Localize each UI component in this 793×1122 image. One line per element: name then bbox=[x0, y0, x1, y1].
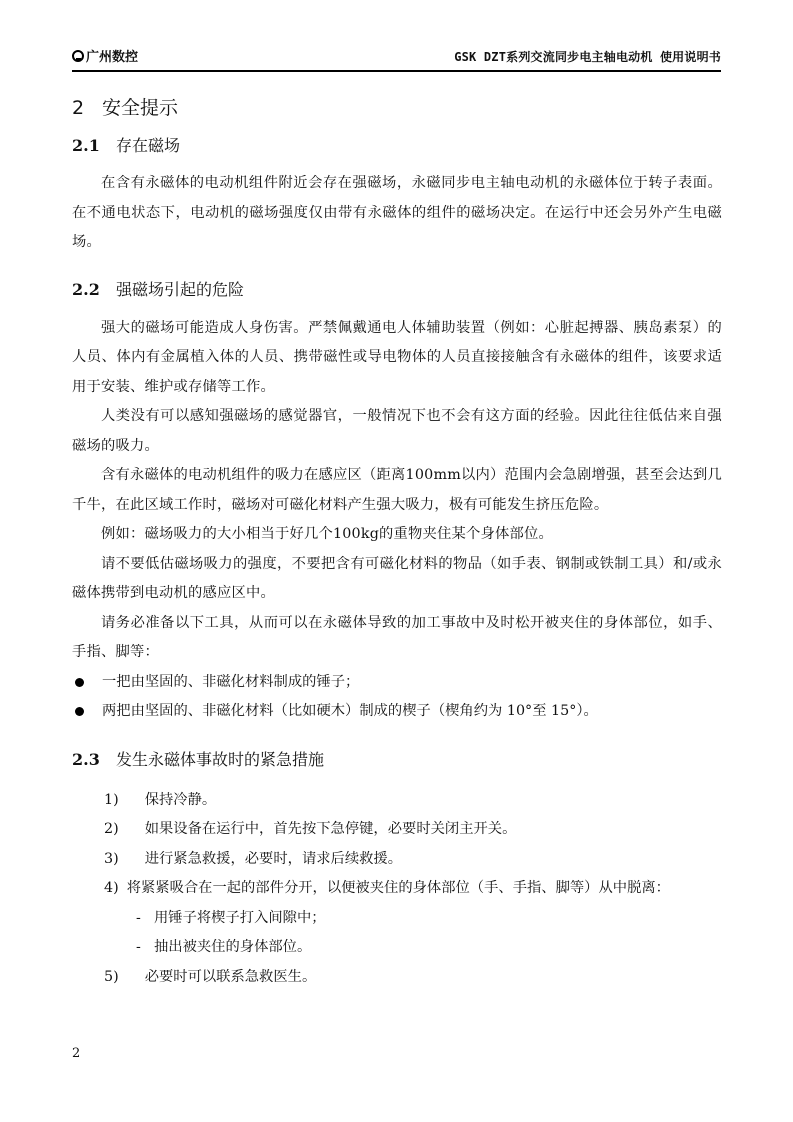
section-title: 强磁场引起的危险 bbox=[116, 279, 245, 299]
sub-step-text: 抽出被夹住的身体部位。 bbox=[154, 939, 312, 955]
paragraph: 请务必准备以下工具，从而可以在永磁体导致的加工事故中及时松开被夹住的身体部位，如手、手指、脚等： bbox=[72, 614, 722, 660]
bullet-icon bbox=[75, 707, 84, 716]
section-number: 2.3 bbox=[72, 749, 100, 769]
section-number: 2.1 bbox=[72, 136, 100, 155]
section-2-3 bbox=[72, 746, 722, 993]
chapter-heading bbox=[72, 92, 722, 132]
bullet-icon bbox=[75, 678, 84, 687]
paragraph: 例如：磁场吸力的大小相当于好几个100kg的重物夹住某个身体部位。 bbox=[101, 526, 554, 542]
brand-logo bbox=[72, 46, 138, 65]
paragraph: 人类没有可以感知强磁场的感觉器官，一般情况下也不会有这方面的经验。因此往往低估来自强磁场的吸力。 bbox=[72, 408, 722, 454]
sub-step-text: 用锤子将楔子打入间隙中； bbox=[154, 909, 326, 926]
section-number: 2.2 bbox=[72, 279, 100, 299]
chapter-title: 安全提示 bbox=[102, 97, 179, 119]
sub-step-dash: - bbox=[136, 939, 141, 955]
list-item bbox=[72, 697, 722, 726]
paragraph: 在含有永磁体的电动机组件附近会存在强磁场，永磁同步电主轴电动机的永磁体位于转子表面。在不通电状态下，电动机的磁场强度仅由带有永磁体的组件的磁场决定。在运行中还会另外产生电磁场。 bbox=[72, 175, 722, 250]
list-item-text: 一把由坚固的、非磁化材料制成的锤子； bbox=[102, 673, 360, 690]
step-text: 进行紧急救援，必要时，请求后续救援。 bbox=[144, 850, 403, 867]
sub-step-item bbox=[72, 933, 722, 963]
page-number: 2 bbox=[72, 1046, 81, 1061]
document-title: GSK DZT系列交流同步电主轴电动机 使用说明书 bbox=[454, 50, 721, 64]
page-header bbox=[72, 44, 721, 72]
step-item bbox=[72, 786, 722, 816]
paragraph: 请不要低估磁场吸力的强度，不要把含有可磁化材料的物品（如手表、钢制或铁制工具）和/或永磁体携带到电动机的感应区中。 bbox=[72, 555, 722, 601]
list-item-text: 两把由坚固的、非磁化材料（比如硬木）制成的楔子（楔角约为 10°至 15°）。 bbox=[102, 702, 598, 719]
sub-step-item bbox=[72, 904, 722, 934]
section-2-2 bbox=[72, 276, 722, 726]
step-number: 5) bbox=[104, 968, 119, 985]
page-content bbox=[72, 92, 722, 992]
section-heading bbox=[72, 132, 722, 160]
gsk-logo-icon bbox=[72, 50, 84, 62]
step-item bbox=[72, 815, 722, 845]
step-number: 1) bbox=[104, 791, 119, 808]
section-2-1 bbox=[72, 132, 722, 258]
step-text: 将紧紧吸合在一起的部件分开，以便被夹住的身体部位（手、手指、脚等）从中脱离： bbox=[126, 880, 670, 896]
tool-list bbox=[72, 668, 722, 726]
step-number: 4) bbox=[104, 880, 119, 896]
section-heading bbox=[72, 746, 722, 774]
section-title: 发生永磁体事故时的紧急措施 bbox=[116, 749, 325, 769]
step-item bbox=[72, 845, 722, 875]
step-number: 2) bbox=[104, 821, 119, 837]
step-number: 3) bbox=[104, 850, 119, 867]
section-heading bbox=[72, 276, 722, 304]
list-item bbox=[72, 668, 722, 697]
paragraph: 强大的磁场可能造成人身伤害。严禁佩戴通电人体辅助装置（例如：心脏起搏器、胰岛素泵）的人员、体内有金属植入体的人员、携带磁性或导电物体的人员直接接触含有永磁体的组件，该要求适用于安装、维护或存储等工作。 bbox=[72, 319, 722, 395]
emergency-steps bbox=[72, 786, 722, 993]
step-item bbox=[72, 874, 722, 904]
step-item bbox=[72, 963, 722, 993]
brand-name: 广州数控 bbox=[86, 50, 139, 65]
section-title: 存在磁场 bbox=[116, 136, 181, 155]
paragraph: 含有永磁体的电动机组件的吸力在感应区（距离100mm以内）范围内会急剧增强，甚至会达到几千牛，在此区域工作时，磁场对可磁化材料产生强大吸力，极有可能发生挤压危险。 bbox=[72, 467, 722, 513]
chapter-number: 2 bbox=[72, 97, 85, 119]
step-text: 保持冷静。 bbox=[144, 791, 217, 808]
step-text: 必要时可以联系急救医生。 bbox=[144, 968, 317, 985]
step-text: 如果设备在运行中，首先按下急停键，必要时关闭主开关。 bbox=[144, 821, 517, 837]
sub-step-dash: - bbox=[136, 909, 141, 926]
